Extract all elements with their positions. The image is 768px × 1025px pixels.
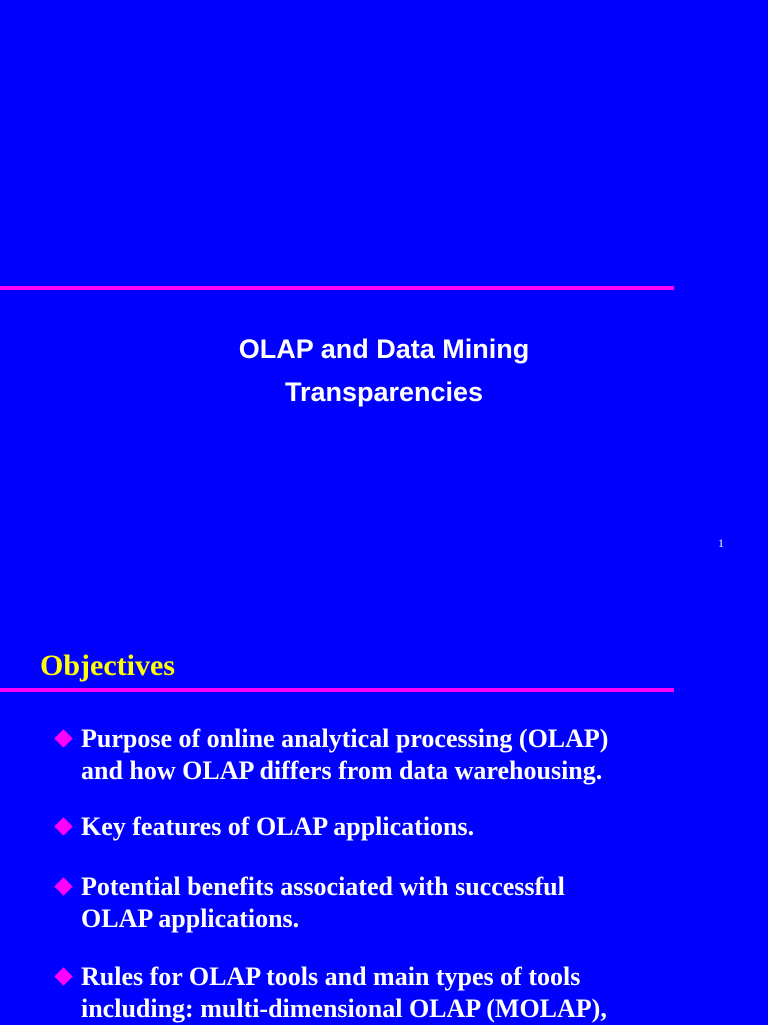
bullet-text-line-2: and how OLAP differs from data warehousing. [81, 756, 603, 785]
diamond-bullet-icon [54, 729, 72, 747]
diamond-bullet-icon [54, 817, 72, 835]
bullet-text-line-1: Rules for OLAP tools and main types of tools [81, 962, 581, 991]
diamond-bullet-icon [54, 967, 72, 985]
title-divider [0, 286, 674, 290]
slide-title-line-2: Transparencies [284, 377, 484, 407]
objectives-slide [0, 576, 768, 1024]
page-number: 1 [718, 536, 724, 550]
bullet-text-line-2: OLAP applications. [81, 904, 300, 933]
diamond-bullet-icon [54, 877, 72, 895]
bullet-text-line-1: Purpose of online analytical processing (OLAP) [81, 724, 609, 753]
slide-title-line-1: OLAP and Data Mining [238, 334, 530, 364]
bullet-text-line-2: including: multi-dimensional OLAP (MOLAP), [81, 994, 607, 1023]
slide-heading: Objectives [40, 649, 175, 682]
bullet-text-line-1: Potential benefits associated with successful [81, 872, 565, 901]
bullet-text-line-1: Key features of OLAP applications. [81, 812, 475, 841]
heading-divider [0, 688, 674, 692]
